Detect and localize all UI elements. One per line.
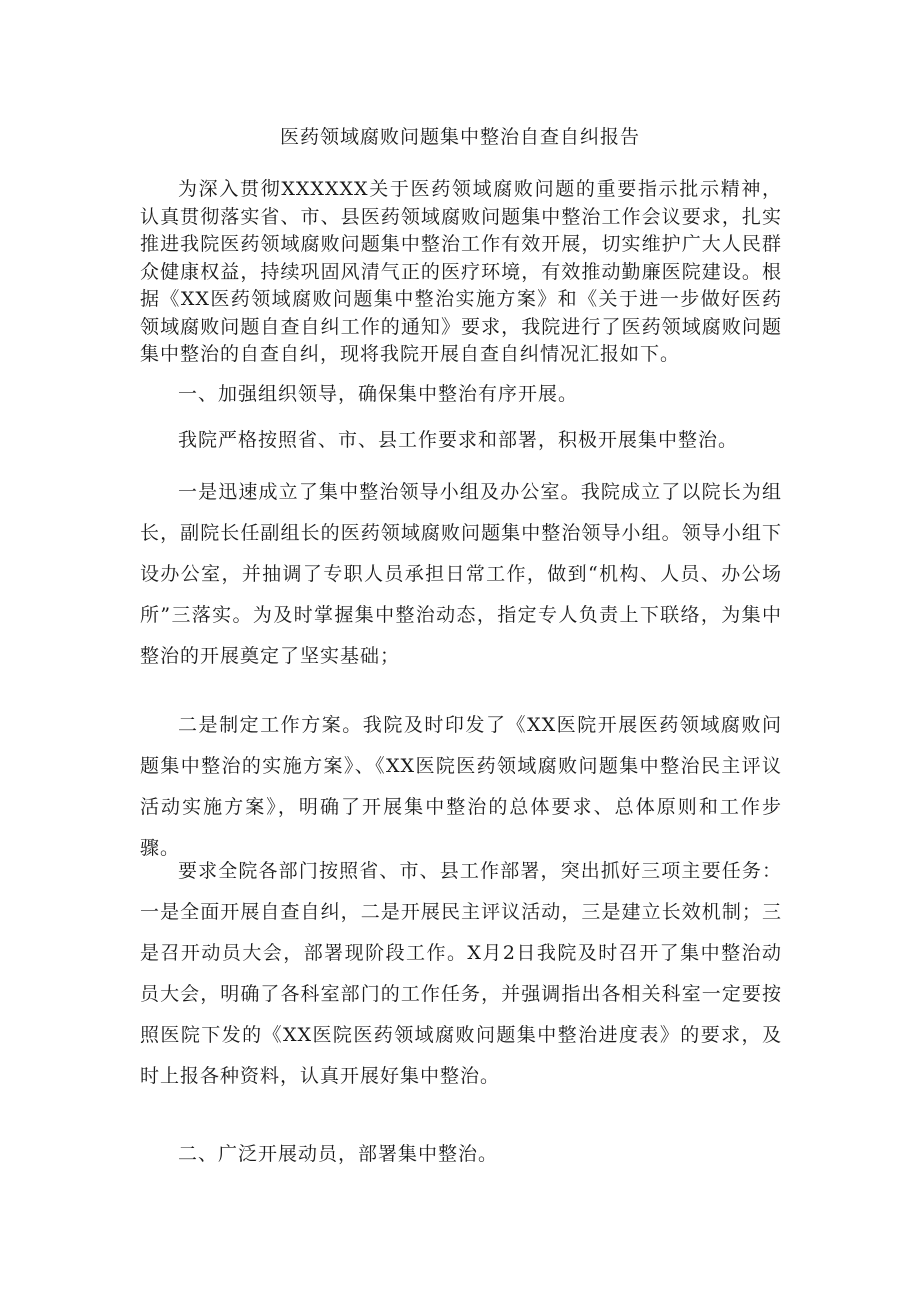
section-heading-1: 一、加强组织领导，确保集中整治有序开展。 (178, 383, 579, 405)
intro-paragraph: 为深入贯彻XXXXXX关于医药领域腐败问题的重要指示批示精神，认真贯彻落实省、市、县医药领域腐败问题集中整治工作会议要求，扎实推进我院医药领域腐败问题集中整治工作有效开展，切实维护广大人民群众健康权益，持续巩固风清气正的医疗环境，有效推动勤廉医院建设。根据《XX医药领域腐败问题集中整治实施方案》和《关于进一步做好医药领域腐败问题自查自纠工作的通知》要求，我院进行了医药领域腐败问题集中整治的自查自纠，现将我院开展自查自纠情况汇报如下。 (140, 178, 782, 365)
paragraph-main-tasks: 要求全院各部门按照省、市、县工作部署，突出抓好三项主要任务：一是全面开展自查自纠，二是开展民主评议活动，三是建立长效机制；三是召开动员大会，部署现阶段工作。X月2日我院及时召开了集中整治动员大会，明确了各科室部门的工作任务，并强调指出各相关科室一定要按照医院下发的《XX医院医药领域腐败问题集中整治进度表》的要求，及时上报各种资料，认真开展好集中整治。 (140, 860, 782, 1087)
document-title: 医药领域腐败问题集中整治自查自纠报告 (279, 126, 640, 148)
section-heading-2: 二、广泛开展动员，部署集中整治。 (178, 1143, 499, 1165)
paragraph-work-plan: 二是制定工作方案。我院及时印发了《XX医院开展医药领域腐败问题集中整治的实施方案》、《XX医院医药领域腐败问题集中整治民主评议活动实施方案》，明确了开展集中整治的总体要求、总体原则和工作步骤。 (140, 714, 782, 859)
paragraph-deployment: 我院严格按照省、市、县工作要求和部署，积极开展集中整治。 (178, 429, 739, 451)
paragraph-leading-group: 一是迅速成立了集中整治领导小组及办公室。我院成立了以院长为组长，副院长任副组长的医药领域腐败问题集中整治领导小组。领导小组下设办公室，并抽调了专职人员承担日常工作，做到“机构、人员、办公场所”三落实。为及时掌握集中整治动态，指定专人负责上下联络，为集中整治的开展奠定了坚实基础； (140, 481, 782, 667)
